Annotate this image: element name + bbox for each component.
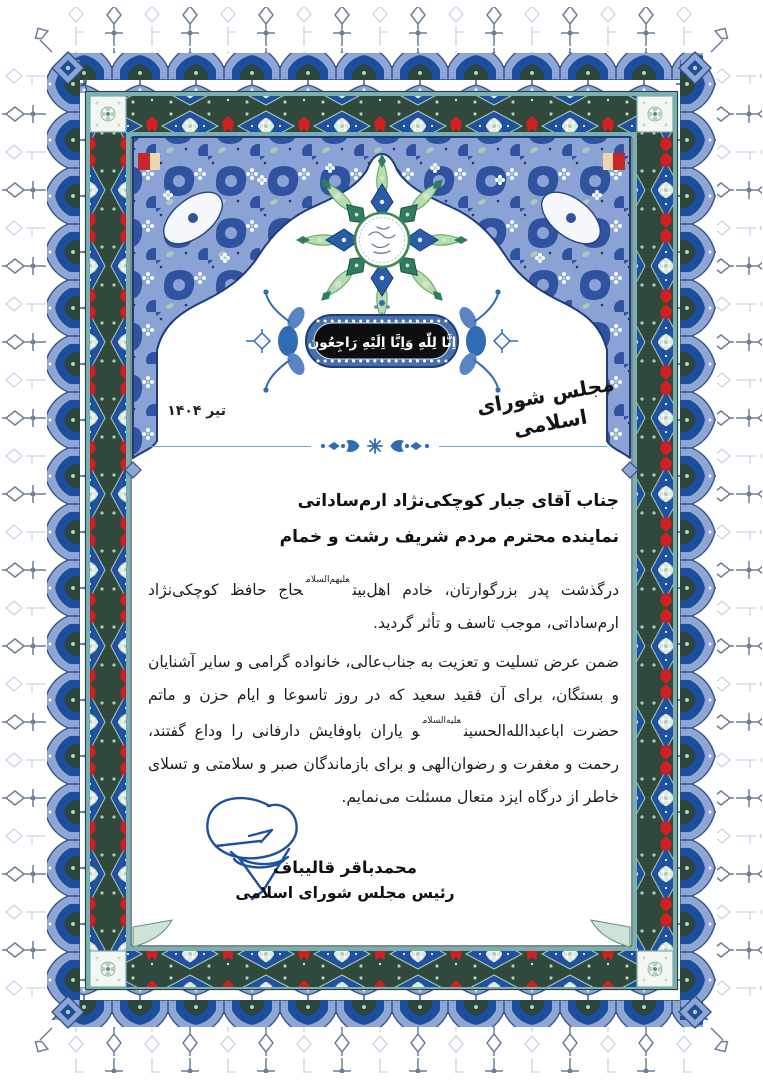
para1-text: درگذشت پدر بزرگوارتان، خادم اهل‌بیت xyxy=(352,581,619,600)
letter-date: تیر ۱۴۰۴ xyxy=(167,403,226,419)
addressee-title: نماینده محترم مردم شریف رشت و خمام xyxy=(279,527,619,547)
signature-name: محمدباقر قالیباف xyxy=(273,858,417,877)
paragraph-2 xyxy=(148,646,619,814)
majles-calligraphy-logo: مجلس شورای اسلامی xyxy=(474,371,616,442)
signature-title: رئیس مجلس شورای اسلامی xyxy=(235,884,455,902)
honorific-alayhim-salam: علیهم‌السلام xyxy=(306,575,350,585)
divider-line-right xyxy=(439,446,608,447)
para2-text: ضمن عرض تسلیت و تعزیت به جناب‌عالی، خانواده گرامی و سایر آشنایان و بستگان، برای آن فقید سعید که در روز تاسوعا و ایام حزن و ماتم حضرت اباعبدالله‌الحسین xyxy=(148,653,620,741)
letter-body xyxy=(148,571,619,820)
divider-line-left xyxy=(142,446,311,447)
letter-content xyxy=(132,137,631,945)
paragraph-1 xyxy=(148,571,619,640)
honorific-alayh-salam: علیه‌السلام xyxy=(422,716,461,727)
ornamental-divider xyxy=(142,437,607,455)
signature-block xyxy=(225,855,465,906)
addressee-name: جناب آقای جبار کوچکی‌نژاد ارم‌ساداتی xyxy=(297,491,619,511)
cartouche-text: اِنَّا لِلّٰهِ وَاِنَّا اِلَيْهِ رَاجِعُون xyxy=(307,335,457,351)
para2-text-after: و یاران باوفایش دارفانی را وداع گفتند، رحمت و مغفرت و رضوان‌الهی و برای بازماندگان صبر و سلامتی و تسلای خاطر از درگاه ایزد متعال مسئلت می‌نمایم. xyxy=(148,722,619,807)
divider-ornament xyxy=(311,437,439,455)
addressee-block xyxy=(280,483,619,555)
para1-text-after: حاج حافظ کوچکی‌نژاد ارم‌ساداتی، موجب تاسف و تأثر گردید. xyxy=(148,581,619,633)
